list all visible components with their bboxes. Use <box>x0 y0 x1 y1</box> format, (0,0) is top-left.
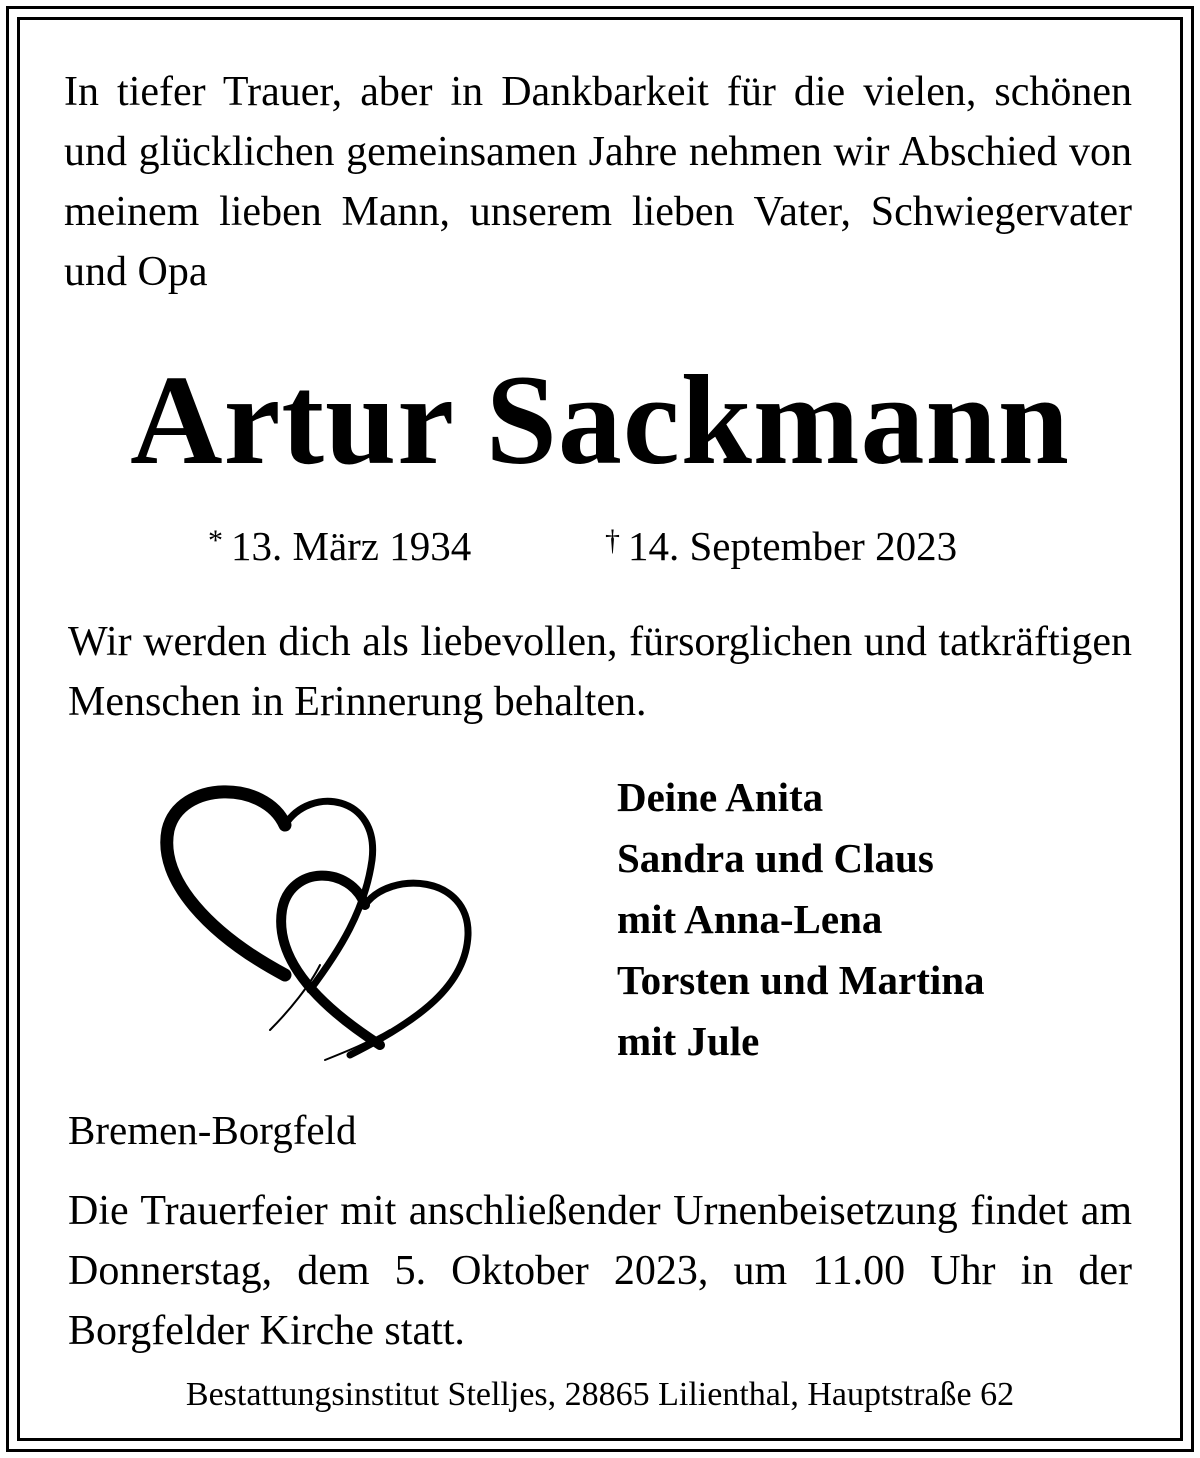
deceased-name: Artur Sackmann <box>130 349 1070 491</box>
undertaker-info: Bestattungsinstitut Stelljes, 28865 Lilienthal, Hauptstraße 62 <box>185 1376 1015 1413</box>
death-date: 14. September 2023 <box>628 523 958 569</box>
birth-symbol: * <box>208 524 223 557</box>
birth-date-group <box>208 513 471 574</box>
family-line: Torsten und Martina <box>617 957 985 1003</box>
family-line: Sandra und Claus <box>617 835 934 881</box>
family-line: mit Anna-Lena <box>617 896 883 942</box>
family-signatures <box>617 767 985 1072</box>
memory-text: Wir werden dich als liebevollen, fürsorglichen und tatkräftigen Menschen in Erinnerung behalten. <box>68 619 1132 725</box>
family-line: Deine Anita <box>617 774 824 820</box>
birth-date: 13. März 1934 <box>231 523 472 569</box>
place: Bremen-Borgfeld <box>68 1107 357 1153</box>
death-symbol: † <box>605 524 620 557</box>
intro-text: In tiefer Trauer, aber in Dankbarkeit für die vielen, schönen und glücklichen gemeinsamen Jahre nehmen wir Abschied von meinem lieben Mann, unserem lieben Vater, Schwiegervater und Opa <box>64 69 1132 295</box>
two-hearts-icon <box>150 770 490 1070</box>
ceremony-text: Die Trauerfeier mit anschließender Urnenbeisetzung findet am Donnerstag, dem 5. Oktober 2023, um 11.00 Uhr in der Borgfelder Kirche statt. <box>68 1188 1132 1354</box>
death-date-group <box>605 513 957 574</box>
family-line: mit Jule <box>617 1018 760 1064</box>
